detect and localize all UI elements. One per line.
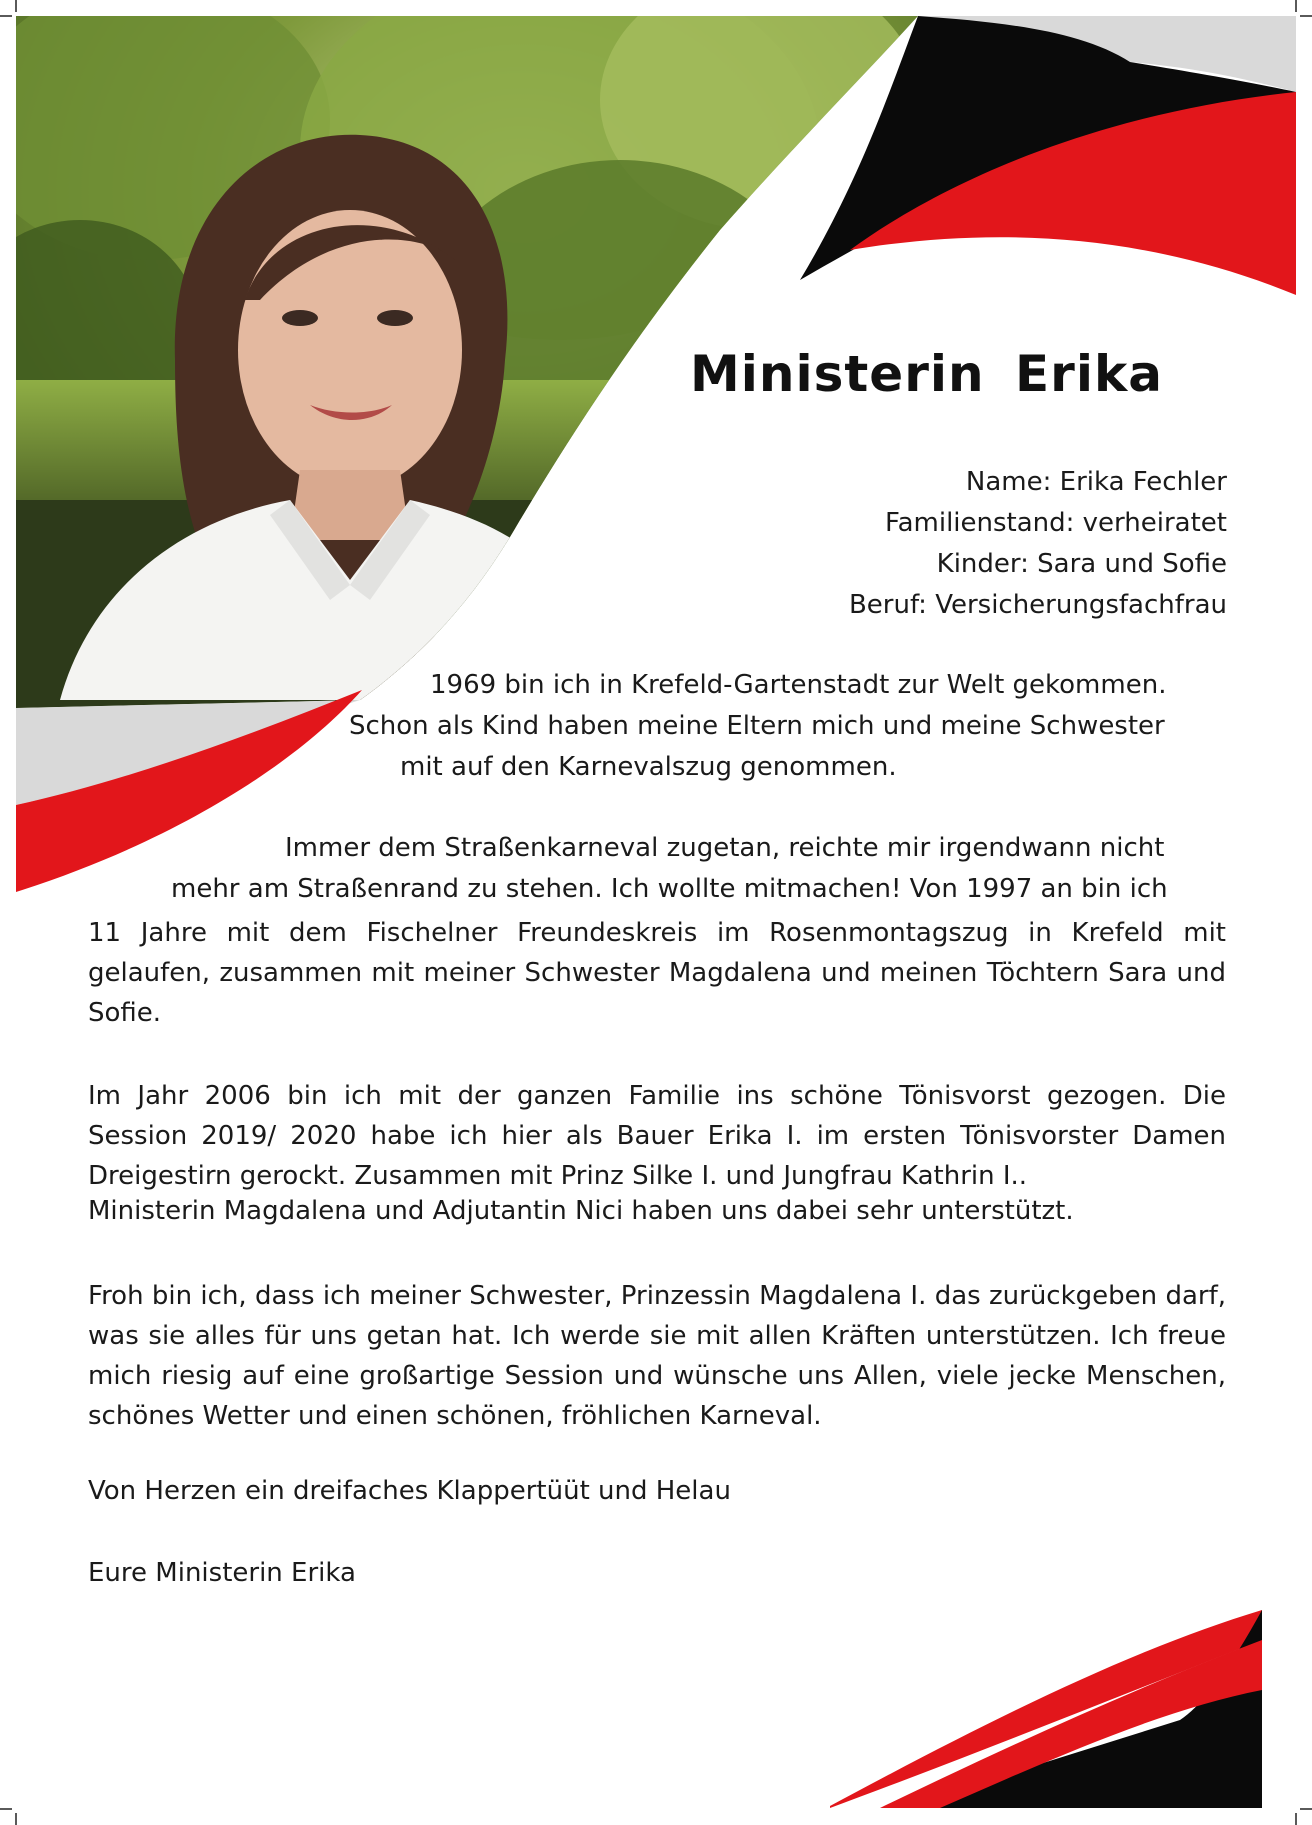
intro-line-2: Schon als Kind haben meine Eltern mich und meine Schwester <box>349 711 1165 741</box>
closing-line: Von Herzen ein dreifaches Klappertüüt und Helau <box>88 1476 731 1506</box>
fact-name: Name: Erika Fechler <box>965 467 1227 497</box>
paragraph-2: Im Jahr 2006 bin ich mit der ganzen Familie ins schöne Tönisvorst gezogen. Die Session 2019/ 2020 habe ich hier als Bauer Erika I. im ersten Tönisvorster Damen Dreigestirn gerockt. Zusammen mit Prinz Silke I. und Jungfrau Kathrin I.. <box>88 1081 1226 1191</box>
para1-line-2: mehr am Straßenrand zu stehen. Ich wollte mitmachen! Von 1997 an bin ich <box>171 874 1168 904</box>
personal-facts <box>849 462 1227 626</box>
fact-job: Beruf: Versicherungsfachfrau <box>848 590 1227 620</box>
para1-line-1: Immer dem Straßenkarneval zugetan, reichte mir irgendwann nicht <box>285 833 1165 863</box>
paragraph-3: Froh bin ich, dass ich meiner Schwester, Prinzessin Magdalena I. das zurückgeben darf, was sie alles für uns getan hat. Ich werde sie mit allen Kräften unterstützen. Ich freue mich riesig auf eine großartige Session und wünsche uns Allen, viele jecke Menschen, schönes Wetter und einen schönen, fröhlichen Karneval. <box>88 1281 1226 1431</box>
intro-line-1: 1969 bin ich in Krefeld-Gartenstadt zur Welt gekommen. <box>430 670 1167 700</box>
fact-children: Kinder: Sara und Sofie <box>936 549 1227 579</box>
fact-family-status: Familienstand: verheiratet <box>885 508 1227 538</box>
paragraph-2-last-line: Ministerin Magdalena und Adjutantin Nici haben uns dabei sehr unterstützt. <box>88 1196 1074 1226</box>
intro-line-3: mit auf den Karnevalszug genommen. <box>400 752 897 782</box>
signature: Eure Ministerin Erika <box>88 1558 356 1588</box>
page-title: Ministerin Erika <box>690 345 1163 403</box>
paragraph-1-rest: 11 Jahre mit dem Fischelner Freundeskreis im Rosenmontagszug in Krefeld mit gelaufen, zusammen mit meiner Schwester Magdalena und meinen Töchtern Sara und Sofie. <box>88 918 1226 1028</box>
